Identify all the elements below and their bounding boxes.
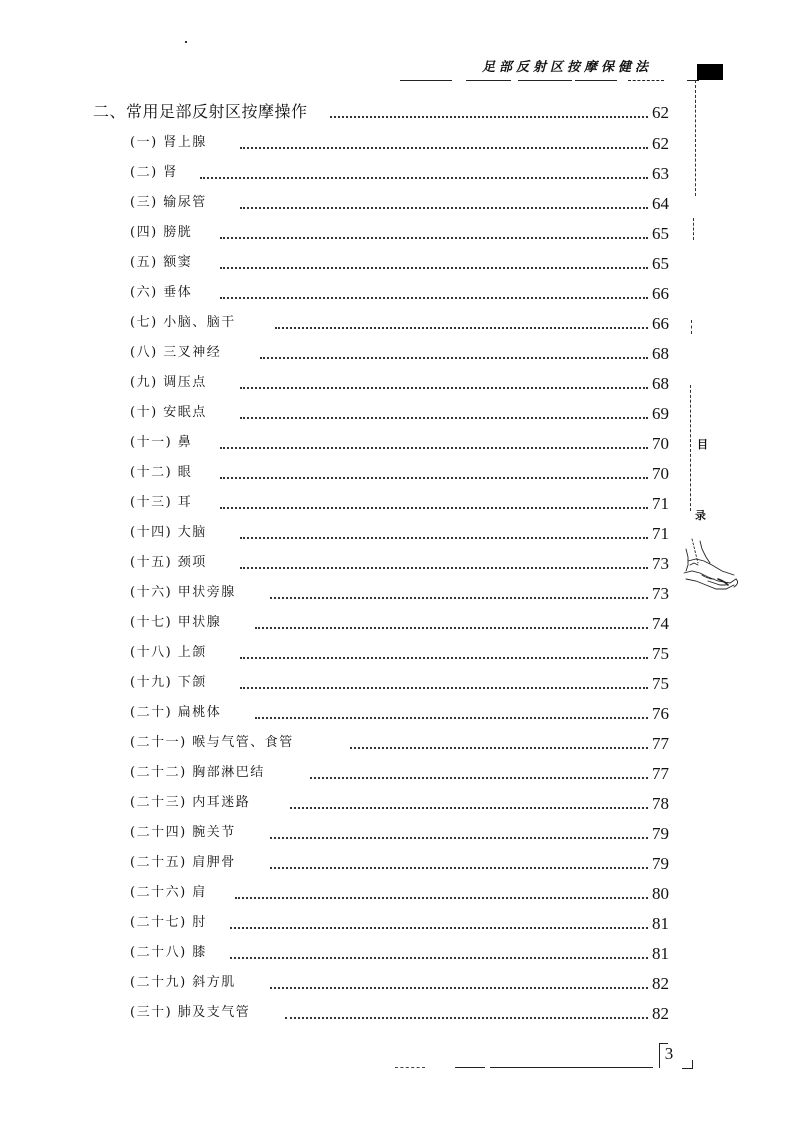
- toc-item-label: (十二) 眼: [130, 461, 198, 485]
- toc-item-row[interactable]: [0, 281, 801, 309]
- toc-page-number: 73: [648, 581, 669, 607]
- toc-page-number: 64: [648, 191, 669, 217]
- toc-item-row[interactable]: [0, 641, 801, 669]
- toc-page-number: 81: [648, 911, 669, 937]
- thumb-index-block: [697, 64, 723, 80]
- toc-item-label: (二十三) 内耳迷路: [130, 791, 256, 815]
- toc-section-row[interactable]: [0, 100, 801, 128]
- toc-leader-dots: [255, 625, 648, 629]
- toc-item-row[interactable]: [0, 821, 801, 849]
- toc-item-label: (九) 调压点: [130, 371, 213, 395]
- toc-page-number: 68: [648, 341, 669, 367]
- toc-item-label: (十三) 耳: [130, 491, 198, 515]
- header-rule: [400, 80, 452, 81]
- header-rule: [518, 80, 572, 81]
- toc-item-row[interactable]: [0, 611, 801, 639]
- toc-item-row[interactable]: [0, 401, 801, 429]
- toc-item-label: (一) 肾上腺: [130, 131, 213, 155]
- toc-item-row[interactable]: [0, 191, 801, 219]
- toc-leader-dots: [240, 385, 648, 389]
- toc-page-number: 66: [648, 281, 669, 307]
- toc-page-number: 81: [648, 941, 669, 967]
- toc-item-label: (二十一) 喉与气管、食管: [130, 731, 300, 755]
- toc-leader-dots: [260, 355, 648, 359]
- toc-item-row[interactable]: [0, 131, 801, 159]
- toc-item-label: (三十) 肺及支气管: [130, 1001, 256, 1025]
- toc-item-row[interactable]: [0, 791, 801, 819]
- running-header: [400, 52, 700, 82]
- toc-leader-dots: [230, 925, 648, 929]
- toc-item-label: (十一) 鼻: [130, 431, 198, 455]
- toc-leader-dots: [235, 895, 648, 899]
- header-rule: [628, 80, 664, 81]
- toc-item-label: (十九) 下颌: [130, 671, 213, 695]
- toc-item-row[interactable]: [0, 911, 801, 939]
- toc-leader-dots: [240, 565, 648, 569]
- toc-leader-dots: [270, 985, 648, 989]
- header-rule: [575, 80, 617, 81]
- toc-item-row[interactable]: [0, 941, 801, 969]
- toc-item-row[interactable]: [0, 461, 801, 489]
- toc-leader-dots: [240, 685, 648, 689]
- toc-leader-dots: [240, 415, 648, 419]
- toc-item-label: (十) 安眠点: [130, 401, 213, 425]
- toc-leader-dots: [220, 235, 648, 239]
- toc-item-row[interactable]: [0, 251, 801, 279]
- toc-leader-dots: [255, 715, 648, 719]
- toc-item-row[interactable]: [0, 161, 801, 189]
- toc-page-number: 65: [648, 251, 669, 277]
- toc-item-label: (二十四) 腕关节: [130, 821, 242, 845]
- footer-rule: [395, 1067, 425, 1068]
- toc-leader-dots: [275, 325, 648, 329]
- toc-item-label: (二十八) 膝: [130, 941, 213, 965]
- toc-page-number: 75: [648, 641, 669, 667]
- toc-item-label: (十五) 颈项: [130, 551, 213, 575]
- toc-page-number: 71: [648, 521, 669, 547]
- toc-leader-dots: [220, 265, 648, 269]
- page-number-bracket: [682, 1060, 693, 1069]
- toc-page-number: 73: [648, 551, 669, 577]
- toc-item-row[interactable]: [0, 581, 801, 609]
- header-tick: [687, 80, 699, 81]
- toc-page-number: 78: [648, 791, 669, 817]
- toc-item-row[interactable]: [0, 761, 801, 789]
- toc-item-label: (二十二) 胸部淋巴结: [130, 761, 271, 785]
- toc-item-label: (二十六) 肩: [130, 881, 213, 905]
- toc-page-number: 62: [648, 131, 669, 157]
- toc-item-row[interactable]: [0, 371, 801, 399]
- toc-item-label: (二) 肾: [130, 161, 184, 185]
- toc-page-number: 68: [648, 371, 669, 397]
- toc-item-row[interactable]: [0, 1001, 801, 1029]
- toc-item-row[interactable]: [0, 731, 801, 759]
- toc-leader-dots: [220, 505, 648, 509]
- side-label-lu: 录: [695, 509, 706, 522]
- toc-item-row[interactable]: [0, 521, 801, 549]
- toc-leader-dots: [350, 745, 648, 749]
- toc-leader-dots: [310, 775, 648, 779]
- toc-leader-dots: [240, 205, 648, 209]
- toc-leader-dots: [220, 445, 648, 449]
- toc-leader-dots: [270, 595, 648, 599]
- toc-page-number: 70: [648, 431, 669, 457]
- toc-item-label: (二十九) 斜方肌: [130, 971, 242, 995]
- toc-leader-dots: [240, 145, 648, 149]
- toc-item-row[interactable]: [0, 881, 801, 909]
- footer-rule: [490, 1067, 653, 1068]
- toc-leader-dots: [330, 114, 648, 118]
- toc-leader-dots: [220, 295, 648, 299]
- toc-page-number: 75: [648, 671, 669, 697]
- toc-item-label: (二十七) 肘: [130, 911, 213, 935]
- header-rule: [466, 80, 511, 81]
- toc-item-label: (十四) 大脑: [130, 521, 213, 545]
- toc-item-label: (五) 额窦: [130, 251, 198, 275]
- toc-page-number: 74: [648, 611, 669, 637]
- toc-item-row[interactable]: [0, 431, 801, 459]
- page-number: 3: [664, 1044, 674, 1063]
- toc-item-label: (十六) 甲状旁腺: [130, 581, 242, 605]
- toc-item-row[interactable]: [0, 221, 801, 249]
- toc-item-row[interactable]: [0, 341, 801, 369]
- toc-item-label: (二十五) 肩胛骨: [130, 851, 242, 875]
- toc-leader-dots: [220, 475, 648, 479]
- toc-page-number: 65: [648, 221, 669, 247]
- toc-leader-dots: [230, 955, 648, 959]
- toc-page-number: 69: [648, 401, 669, 427]
- toc-page-number: 80: [648, 881, 669, 907]
- scan-speck: [185, 41, 187, 43]
- toc-leader-dots: [270, 865, 648, 869]
- toc-page-number: 82: [648, 971, 669, 997]
- toc-leader-dots: [270, 835, 648, 839]
- toc-page-number: 77: [648, 761, 669, 787]
- toc-page-number: 66: [648, 311, 669, 337]
- toc-item-row[interactable]: [0, 851, 801, 879]
- toc-section-label: 二、常用足部反射区按摩操作: [93, 100, 314, 124]
- toc-page-number: 77: [648, 731, 669, 757]
- toc-leader-dots: [290, 805, 648, 809]
- running-title: 足部反射区按摩保健法: [482, 60, 653, 75]
- toc-item-row[interactable]: [0, 671, 801, 699]
- toc-item-label: (四) 膀胱: [130, 221, 198, 245]
- toc-page-number: 76: [648, 701, 669, 727]
- toc-page-number: 63: [648, 161, 669, 187]
- toc-item-label: (十八) 上颌: [130, 641, 213, 665]
- toc-leader-dots: [200, 175, 648, 179]
- toc-page-number: 79: [648, 851, 669, 877]
- toc-item-label: (三) 输尿管: [130, 191, 213, 215]
- side-label-mu: 目: [697, 438, 708, 451]
- toc-item-row[interactable]: [0, 971, 801, 999]
- toc-item-row[interactable]: [0, 311, 801, 339]
- toc-page-number: 82: [648, 1001, 669, 1027]
- toc-leader-dots: [240, 655, 648, 659]
- toc-item-row[interactable]: [0, 551, 801, 579]
- footer-rule: [455, 1067, 485, 1068]
- toc-item-label: (七) 小脑、脑干: [130, 311, 242, 335]
- toc-leader-dots: [240, 535, 648, 539]
- toc-item-label: (十七) 甲状腺: [130, 611, 227, 635]
- toc-page-number: 71: [648, 491, 669, 517]
- toc-item-label: (二十) 扁桃体: [130, 701, 227, 725]
- toc-item-row[interactable]: [0, 491, 801, 519]
- toc-page-number: 79: [648, 821, 669, 847]
- toc-item-label: (六) 垂体: [130, 281, 198, 305]
- toc-page-number: 62: [648, 100, 669, 126]
- toc-page-number: 70: [648, 461, 669, 487]
- toc-item-row[interactable]: [0, 701, 801, 729]
- toc-leader-dots: [285, 1015, 648, 1019]
- toc-item-label: (八) 三叉神经: [130, 341, 227, 365]
